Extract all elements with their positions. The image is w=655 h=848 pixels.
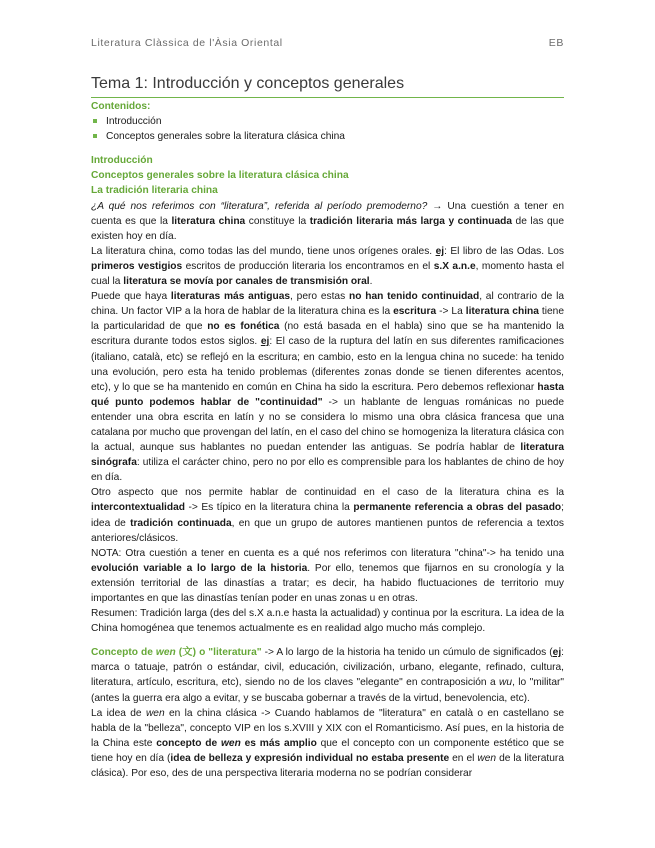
bold-text: es más amplio [240,737,317,749]
text: de la literatura clásica). Por eso, des de una perspectiva literaria moderna no se podrían considerar [91,752,564,780]
bold-text: intercontextualidad [91,502,185,514]
text: : utiliza el carácter chino, pero no por ello es comprensible para los hablantes de chino de hoy en día. [91,457,564,484]
paragraph-8 [91,706,564,781]
bold-text: no es fonética [207,321,280,333]
text: Otro aspecto que nos permite hablar de continuidad en el caso de la literatura china es la [91,487,564,499]
contents-label: Contenidos: [91,101,151,112]
italic-term: wen [477,752,497,764]
text: (no está basada en el habla) sino que se ha mantenido la escritura durante todos estos siglos. [91,321,564,348]
bold-text: tradición literaria más larga y continuada [309,215,512,227]
bold-text: concepto de [156,737,221,749]
bold-text: no han tenido continuidad [348,291,480,303]
bold-text: s.X a.n.e [433,260,476,272]
paragraph-1 [91,199,564,244]
bold-text: escritura [393,306,437,318]
section-heading-intro: Introducción [91,155,153,167]
document-body [91,99,564,781]
text: que el concepto con un componente estético que se tiene hoy en día ( [91,737,564,764]
page-title: Tema 1: Introducción y conceptos generales [91,75,564,98]
paragraph-2 [91,244,564,289]
text: en el [449,752,478,764]
text: NOTA: Otra cuestión a tener en cuenta es a qué nos referimos con literatura "china"-> ha tenido una [91,547,564,559]
bold-text: primeros vestigios [91,260,183,272]
bold-text: tradición continuada [130,517,232,529]
bold-text: hasta qué punto podemos hablar de "continuidad" [91,381,564,408]
text: La literatura china, como todas las del mundo, tiene unos orígenes orales. [91,245,436,257]
bold-text: literaturas más antiguas [170,291,291,303]
header-course-title: Literatura Clàssica de l'Àsia Oriental [91,37,283,49]
contents-item: Conceptos generales sobre la literatura clásica china [106,129,564,144]
bold-text: literatura china [465,306,539,318]
text: , al contrario de la china. Un factor VIP a la hora de hablar de la literatura china es la [91,291,564,318]
question-text: ¿A qué nos referimos con “literatura”, referida al período premoderno? [91,200,428,212]
header-initials: EB [548,37,564,49]
text: , en que un grupo de autores mantienen puntos de referencia a textos anteriores/clásicos. [91,517,564,544]
text: constituye la [245,215,310,227]
text: La idea de [91,707,146,719]
text: : El caso de la ruptura del latín en sus diferentes ramificaciones (italiano, català, etc) se reflejó en la escritura; en cambio, esto en la lengua china no sucede: ha tenido una evolución, pero esta ha tenido problemas (diferentes zonas donde se tienen diferentes acentos, etc), y lo que se ha mantenido en común en China ha sido la escritura. Pero debemos reflexionar [91,336,564,393]
italic-term: wu [499,677,513,689]
text: -> un hablante de lenguas románicas no puede entender una obra escrita en latín y no se considera lo mismo una obra clásica francesa que una catalana por mucho que provengan del latín, en el caso del chino se homogeniza la literatura clásica con la actual, aunque sus hablantes no puedan entender las antiguas. Se podría hablar de [91,396,564,454]
text: -> A lo largo de la historia ha tenido un cúmulo de significados ( [261,647,553,659]
text: escritos de producción literaria los encontramos en el [182,260,434,272]
concept-heading: Concepto de [91,647,156,659]
paragraph-4 [91,485,564,545]
section-heading-conceptos: Conceptos generales sobre la literatura clásica china [91,170,349,182]
bold-text: literatura se movía por canales de transmisión oral [123,276,370,288]
text: -> Es típico en la literatura china la [184,502,354,514]
text: : marca o tatuaje, patrón o estándar, civil, educación, civilización, urbano, elegante, refinado, cultura, literatura, artículo, escritura, etc), siendo no de los claves "elegante" en contraposición a [91,647,564,689]
bold-text: permanente referencia a obras del pasado [353,502,562,514]
paragraph-7 [91,645,564,705]
concept-heading: (文) o "literatura" [175,647,262,659]
italic-term: wen [145,707,165,719]
text: -> La [436,306,466,318]
text: . [369,276,373,288]
example-marker: ej [435,245,445,257]
bold-text: literatura china [171,215,246,227]
text: , lo "militar" (antes la guerra era algo a evitar, y se buscaba gobernar a través de la virtud, benevolencia, etc). [91,677,564,704]
bold-text: idea de belleza y expresión individual no estaba presente [170,752,450,764]
example-marker: ej [260,336,270,348]
example-marker: ej [552,647,562,659]
paragraph-5-note [91,546,564,606]
paragraph-3 [91,289,564,485]
concept-heading-term: wen [155,647,176,659]
bold-text: evolución variable a lo largo de la historia [91,562,308,574]
text: . Por ello, tenemos que fijarnos en su cronología y la extensión territorial de las dinastías a tratar; es decir, ha habido fluctuaciones de territorio muy importantes en que las dinastías tenían poder en unas zonas u en otras. [91,562,565,604]
text: Puede que haya [91,291,171,303]
text: de las que existen hoy en día. [91,215,564,242]
text: , pero estas [290,291,349,303]
paragraph-6-summary: Resumen: Tradición larga (des del s.X a.n.e hasta la actualidad) y continua por la escritura. La idea de la China homogénea que tenemos actualmente es en realidad algo mucho más complejo. [91,608,564,635]
text: → Una cuestión a tener en cuenta es que la [91,200,564,227]
contents-item: Introducción [106,114,564,129]
contents-list [91,114,564,144]
section-heading-tradicion: La tradición literaria china [91,185,218,197]
text: en la china clásica -> Cuando hablamos de "literatura" en català o en castellano se habla de la "belleza", concepto VIP en los s.XVIII y XIX con el Romanticismo. Así pues, en la historia de la China este [91,707,564,749]
text: ; idea de [91,502,564,529]
bold-italic-term: wen [221,737,241,749]
page-header [91,37,564,49]
text: tiene la particularidad de que [91,306,564,333]
text: : El libro de las Odas. Los [444,245,564,257]
bold-text: literatura sinógrafa [91,442,564,469]
text: , momento hasta el cual la [91,260,564,288]
